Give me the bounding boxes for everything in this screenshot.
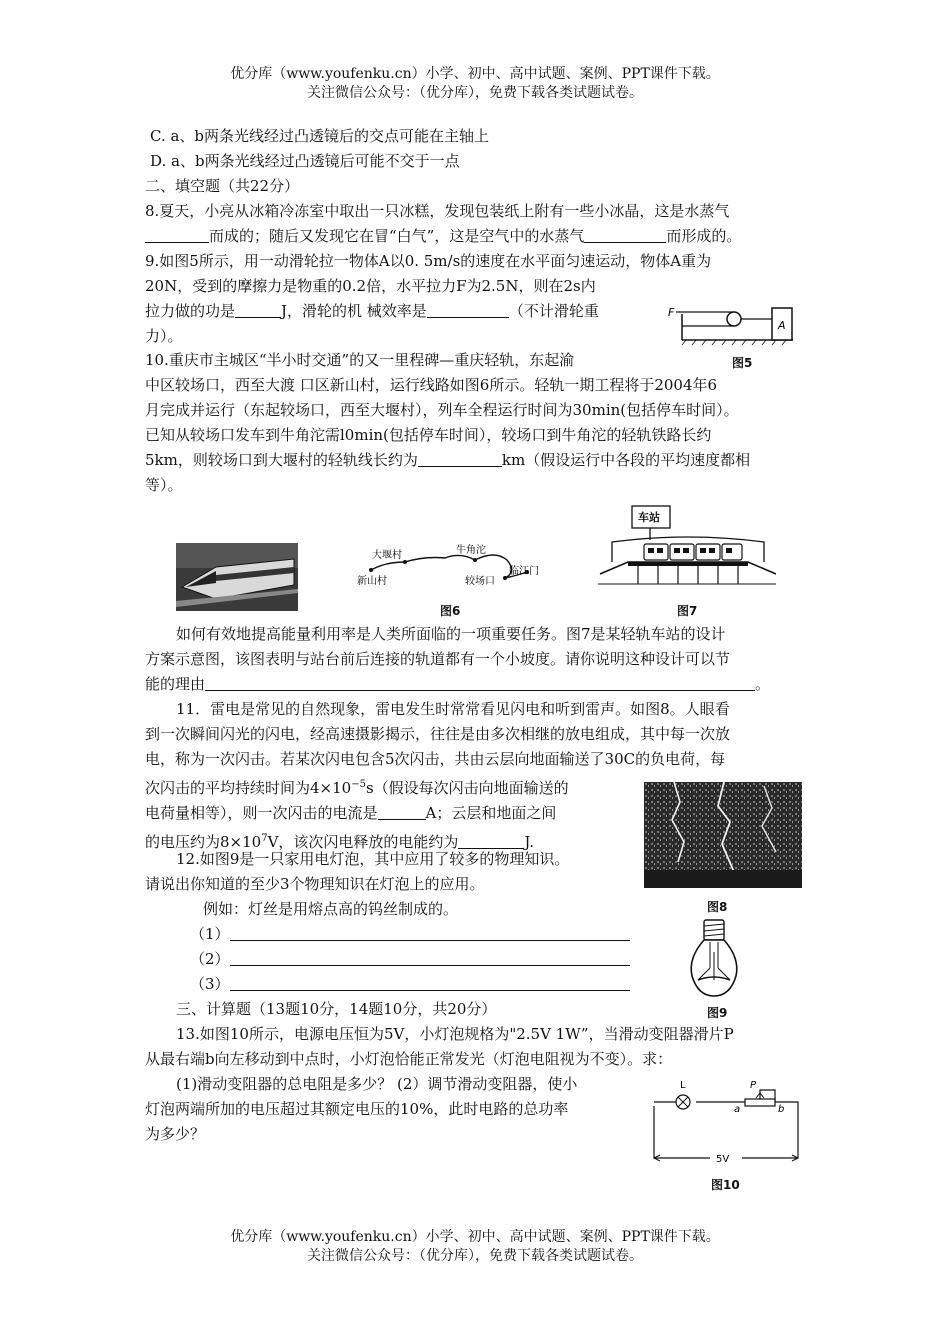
city-skyline <box>644 870 802 888</box>
q12-answer-2 <box>145 947 630 972</box>
figure-7-caption: 图7 <box>677 604 698 618</box>
question-10 <box>145 348 753 498</box>
question-11 <box>145 697 730 855</box>
q10-blank-length[interactable] <box>418 449 502 467</box>
section-2-title: 二、填空题（共22分） <box>145 177 300 195</box>
station-label-xinshancun: 新山村 <box>357 576 387 587</box>
q8-line-2 <box>145 224 741 249</box>
q11-text-6b: V，该次闪电释放的电能约为 <box>267 833 459 851</box>
q11-text-5a: 电荷量相等），则一次闪击的电流是 <box>145 804 378 822</box>
q8-blank-1[interactable] <box>145 225 209 243</box>
force-f-label: F <box>668 306 675 319</box>
energy-text-3a: 能的理由 <box>145 675 206 693</box>
block-a-label: A <box>778 319 786 332</box>
q11-exponent-2: 7 <box>261 833 268 844</box>
figure-5-pulley <box>668 300 798 348</box>
q11-line-1: 11．雷电是常见的自然现象，雷电发生时常常看见闪电和听到雷声。如图8。人眼看 <box>176 700 730 718</box>
figure-9-light-bulb <box>682 918 746 1000</box>
options-block <box>150 124 489 174</box>
q13-line-5: 为多少？ <box>145 1125 206 1143</box>
q11-line-3: 电，称为一次闪击。若某次闪电包含5次闪击，共由云层向地面输送了30C的负电荷，每 <box>145 750 726 768</box>
q9-line-1: 9.如图5所示，用一动滑轮拉一物体A以0. 5m/s的速度在水平面匀速运动，物体A重为 <box>145 252 712 270</box>
q10-text-5b: km（假设运行中各段的平均速度都相 <box>501 451 751 469</box>
figure-6-caption: 图6 <box>440 604 461 618</box>
station-label-jiaochangkou: 较场口 <box>465 576 495 587</box>
q13-line-2: 从最右端b向左移动到中点时，小灯泡恰能正常发光（灯泡电阻视为不变）。求： <box>145 1050 673 1068</box>
station-xinshancun-dot <box>369 568 373 572</box>
q9-text-3b: J，滑轮的机 械效率是 <box>281 302 427 320</box>
circuit-wires <box>654 1102 798 1158</box>
figure-9-caption: 图9 <box>707 1006 728 1020</box>
figure-10-circuit <box>650 1068 802 1166</box>
end-a-label: a <box>734 1104 741 1115</box>
q10-line-6: 等）。 <box>145 476 183 494</box>
q11-line-5 <box>145 801 730 826</box>
pulley-wheel <box>727 312 741 326</box>
energy-text-3b: 。 <box>755 675 771 693</box>
q10-line-4: 已知从较场口发车到牛角沱需l0min(包括停车时间），较场口到牛角沱的轻轨铁路长约 <box>145 426 712 444</box>
q9-blank-work[interactable] <box>235 300 281 318</box>
q10-text-5a: 5km，则较场口到大堰村的轻轨线长约为 <box>145 451 418 469</box>
slider-label: P <box>750 1080 757 1091</box>
support-pillars <box>638 566 738 584</box>
question-9 <box>145 249 711 349</box>
rheostat <box>745 1099 775 1106</box>
q10-line-3: 月完成并运行（东起较场口，西至大堰村），列车全程运行时间为30min(包括停车时间）。 <box>145 401 739 419</box>
q8-text-2b: 而形成的。 <box>666 227 742 245</box>
q12-blank-2[interactable] <box>230 948 630 966</box>
q8-line-1: 8.夏天，小亮从冰箱冷冻室中取出一只冰糕，发现包装纸上附有一些小冰晶，这是水蒸气 <box>145 202 730 220</box>
lamp-label: L <box>680 1080 686 1091</box>
figure-6-route-map <box>355 542 555 592</box>
energy-line-3 <box>145 672 770 697</box>
option-c: C. a、b两条光线经过凸透镜后的交点可能在主轴上 <box>150 127 490 145</box>
energy-blank-reason[interactable] <box>205 673 755 691</box>
q9-line-2: 20N，受到的摩擦力是物重的0.2倍，水平拉力F为2.5N，则在2s内 <box>145 277 596 295</box>
q12-answer-2-label: （2） <box>190 950 230 968</box>
option-d: D. a、b两条光线经过凸透镜后可能不交于一点 <box>150 152 460 170</box>
q10-line-2: 中区较场口，西至大渡 口区新山村，运行线路如图6所示。轻轨一期工程将于2004年6 <box>145 376 718 394</box>
station-niujiaotuo-dot <box>473 558 477 562</box>
energy-question <box>145 622 770 697</box>
question-12 <box>145 847 630 997</box>
end-b-label: b <box>778 1104 785 1115</box>
header-line-1: 优分库（www.youfenku.cn）小学、初中、高中试题、案例、PPT课件下载。 <box>230 66 720 82</box>
q13-line-4: 灯泡两端所加的电压超过其额定电压的10%，此时电路的总功率 <box>145 1100 569 1118</box>
platform-deck <box>628 562 748 566</box>
station-sign-label: 车站 <box>638 511 660 524</box>
question-8 <box>145 199 741 249</box>
q12-line-2: 请说出你知道的至少3个物理知识在灯泡上的应用。 <box>145 875 485 893</box>
figure-5-caption: 图5 <box>732 356 753 370</box>
footer-line-1: 优分库（www.youfenku.cn）小学、初中、高中试题、案例、PPT课件下载。 <box>230 1229 720 1245</box>
q9-line-3 <box>145 299 711 324</box>
q13-line-1: 13.如图10所示，电源电压恒为5V，小灯泡规格为"2.5V 1W”，当滑动变阻器滑片P <box>176 1025 734 1043</box>
station-label-niujiaotuo: 牛角沱 <box>456 545 486 556</box>
q11-text-4b: s（假设每次闪击向地面输送的 <box>365 779 569 797</box>
q9-line-4: 力）。 <box>145 327 183 345</box>
q11-blank-current[interactable] <box>378 802 426 820</box>
station-jiaochangkou-dot <box>503 576 507 580</box>
q11-line-2: 到一次瞬间闪光的闪电，经高速摄影揭示，往往是由多次相继的放电组成，其中每一次放 <box>145 725 731 743</box>
light-rail-train-photo <box>176 543 298 611</box>
q12-answer-3 <box>145 972 630 997</box>
q10-line-5 <box>145 448 750 473</box>
q9-text-3c: （不计滑轮重 <box>508 302 599 320</box>
figure-8-lightning-photo <box>644 782 802 888</box>
q12-answer-1-label: （1） <box>190 925 230 943</box>
q8-blank-2[interactable] <box>584 225 666 243</box>
q12-line-1: 12.如图9是一只家用电灯泡，其中应用了较多的物理知识。 <box>176 850 570 868</box>
q9-text-3a: 拉力做的功是 <box>145 302 236 320</box>
energy-line-1: 如何有效地提高能量利用率是人类所面临的一项重要任务。图7是某轻轨车站的设计 <box>176 625 726 643</box>
q11-text-5b: A；云层和地面之间 <box>425 804 557 822</box>
section-3-title: 三、计算题（13题10分，14题10分，共20分） <box>176 1000 497 1018</box>
header-line-2: 关注微信公众号：（优分库），免费下载各类试题试卷。 <box>307 85 643 101</box>
q12-blank-3[interactable] <box>230 973 630 991</box>
q13-line-3: (1)滑动变阻器的总电阻是多少？ (2）调节滑动变阻器，使小 <box>176 1075 578 1093</box>
q11-text-6a: 的电压约为8×10 <box>145 833 262 851</box>
page-footer <box>0 1228 950 1266</box>
q11-line-4 <box>145 772 730 801</box>
q11-text-4a: 次闪击的平均持续时间为4×10 <box>145 779 352 797</box>
page-header <box>0 65 950 103</box>
station-label-dayancun: 大堰村 <box>372 550 402 561</box>
q11-text-6c: J. <box>524 833 535 851</box>
q12-answer-3-label: （3） <box>190 975 230 993</box>
q12-answer-1 <box>145 922 630 947</box>
energy-line-2: 方案示意图，该图表明与站台前后连接的轨道都有一个小坡度。请你说明这种设计可以节 <box>145 650 731 668</box>
station-dayancun-dot <box>403 560 407 564</box>
q9-blank-efficiency[interactable] <box>427 300 509 318</box>
station-label-linjiangmen: 临江门 <box>509 566 539 577</box>
question-13 <box>145 1022 734 1147</box>
voltage-label: 5V <box>716 1154 730 1165</box>
footer-line-2: 关注微信公众号：（优分库），免费下载各类试题试卷。 <box>307 1248 643 1264</box>
figure-8-caption: 图8 <box>707 900 728 914</box>
q11-exponent-1: −5 <box>351 779 366 790</box>
q12-example: 例如：灯丝是用熔点高的钨丝制成的。 <box>203 900 459 918</box>
figure-10-caption: 图10 <box>711 1178 740 1192</box>
q12-blank-1[interactable] <box>230 923 630 941</box>
q8-text-2a: 而成的；随后又发现它在冒“白气”，这是空气中的水蒸气 <box>209 227 585 245</box>
q10-line-1: 10.重庆市主城区“半小时交通”的又一里程碑—重庆轻轨，东起渝 <box>145 351 575 369</box>
figure-7-station-design <box>598 500 776 595</box>
